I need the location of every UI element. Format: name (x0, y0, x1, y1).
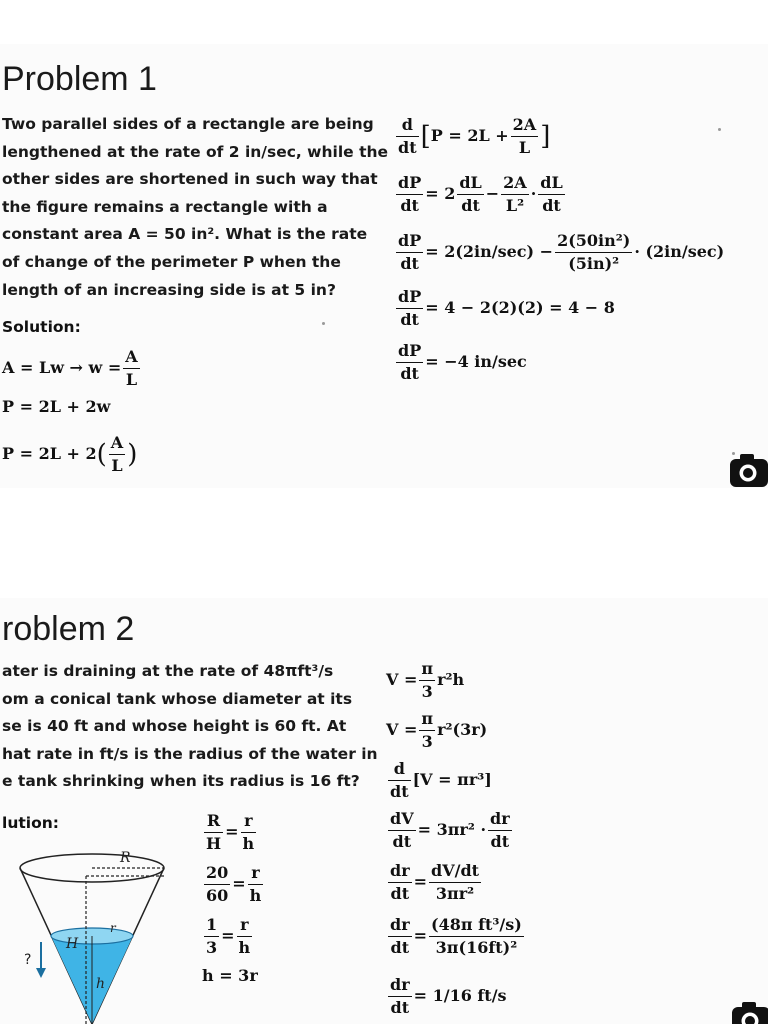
statement-line: hat rate in ft/s is the radius of the water in (2, 744, 378, 763)
problem-2-statement (2, 658, 378, 796)
statement-line: se is 40 ft and whose height is 60 ft. At (2, 717, 347, 736)
statement-line: constant area A = 50 in². What is the rate (2, 225, 368, 244)
statement-line: the figure remains a rectangle with a (2, 197, 328, 216)
perimeter-equation: P = 2L + 2w (2, 397, 111, 416)
radius-rate-formula: $\frac{dr}{dt}$ = $\frac{dV/dt}{\text{3πr²}}$ (390, 861, 480, 903)
volume-equation-1: V = $\frac{\pi}{3}$ r²h (386, 659, 465, 701)
volume-derivative: $\frac{dV}{dt}$ = 3πr² · $\frac{dr}{dt}$ (390, 809, 510, 851)
cone-label-H: H (66, 936, 79, 952)
area-equation: A = Lw → w = $\frac{A}{L}$ (2, 347, 138, 389)
statement-line: ater is draining at the rate of 48πft³/s (2, 662, 334, 680)
statement-line: e tank shrinking when its radius is 16 ft? (2, 772, 360, 791)
camera-icon[interactable] (728, 450, 768, 488)
ratio-equation-1: $\frac{R}{H}$ = $\frac{r}{h}$ (206, 811, 255, 853)
statement-line: of change of the perimeter P when the (2, 252, 341, 271)
conical-tank-figure (16, 848, 168, 1024)
radius-rate-result: $\frac{dr}{dt}$ = 1/16 ft/s (390, 975, 507, 1017)
derivative-result: $\frac{dP}{dt}$ = −4 in/sec (398, 341, 527, 383)
statement-line: Two parallel sides of a rectangle are being (2, 115, 374, 133)
radius-rate-substituted: $\frac{dr}{dt}$ = $\frac{\text{(48π ft³/s)}}{\text{3π(16ft)²}}$ (390, 915, 522, 957)
problem-2-panel (0, 598, 768, 1024)
derivative-step-1: $\frac{d}{dt}$ [P = 2L + $\frac{2A}{L}$ ] (398, 115, 551, 157)
problem-1-solution-label: Solution: (2, 318, 81, 336)
ratio-equation-3: $\frac{1}{3}$ = $\frac{r}{h}$ (206, 915, 251, 957)
ratio-equation-4: h = 3r (202, 966, 258, 985)
perimeter-substituted-equation: P = 2L + 2( $\frac{A}{L}$ ) (2, 433, 138, 475)
speck (322, 322, 325, 325)
problem-2-title: roblem 2 (2, 610, 135, 648)
statement-line: length of an increasing side is at 5 in? (2, 280, 336, 299)
derivative-step-3: $\frac{dP}{dt}$ = 2(2in/sec) − $\frac{\text{2(50in²)}}{\text{(5in)²}}$ · (2in/sec) (398, 231, 725, 273)
ratio-equation-2: $\frac{20}{60}$ = $\frac{r}{h}$ (206, 863, 262, 905)
speck (718, 128, 721, 131)
cone-label-question: ? (24, 952, 32, 968)
statement-line: om a conical tank whose diameter at its (2, 689, 353, 708)
volume-equation-2: V = $\frac{\pi}{3}$ r²(3r) (386, 709, 488, 751)
statement-line: other sides are shortened in such way that (2, 170, 378, 189)
derivative-step-4: $\frac{dP}{dt}$ = 4 − 2(2)(2) = 4 − 8 (398, 287, 615, 329)
cone-label-r: r (110, 921, 116, 935)
problem-1-panel (0, 44, 768, 488)
problem-1-statement (2, 111, 388, 304)
cone-label-h: h (96, 976, 106, 992)
statement-line: lengthened at the rate of 2 in/sec, while the (2, 142, 389, 161)
camera-icon[interactable] (730, 998, 768, 1024)
problem-1-title: Problem 1 (2, 60, 157, 98)
volume-derivative-setup: $\frac{d}{dt}$ [V = πr³] (390, 759, 492, 801)
cone-label-R: R (120, 850, 131, 866)
derivative-step-2: $\frac{dP}{dt}$ = 2 $\frac{dL}{dt}$ − $\frac{2A}{\text{L²}}$ · $\frac{dL}{dt}$ (398, 173, 563, 215)
problem-2-solution-label: lution: (2, 814, 59, 832)
